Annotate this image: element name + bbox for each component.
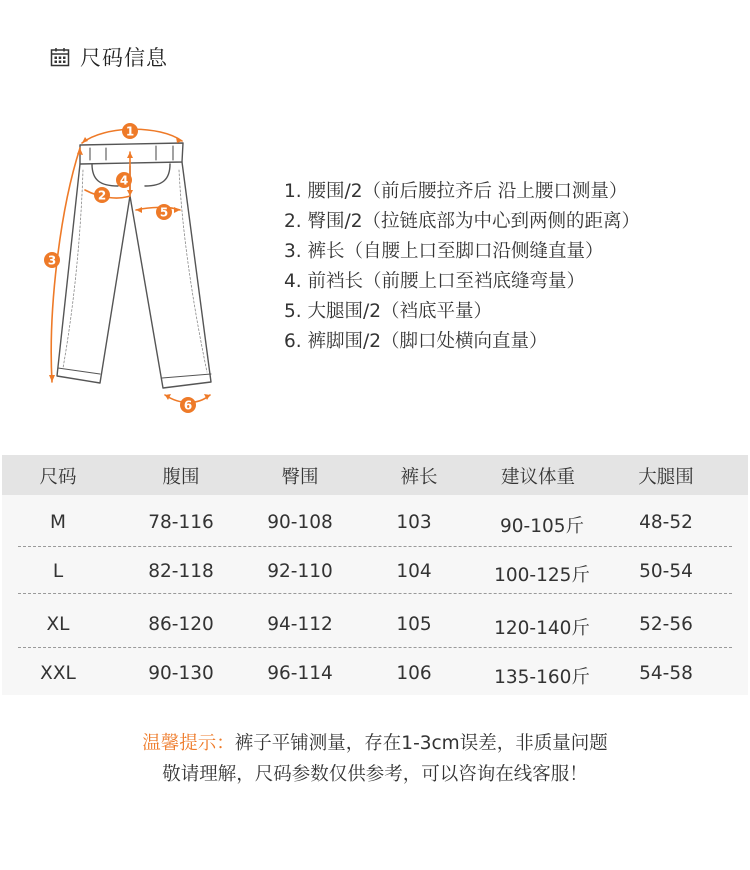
table-row — [2, 498, 748, 548]
cell-size: M — [50, 512, 66, 533]
measurement-notes — [284, 177, 640, 357]
cell-size: XXL — [40, 663, 76, 684]
pants-measurement-diagram — [30, 110, 230, 420]
header-belly: 腹围 — [162, 467, 200, 488]
header-hip: 臀围 — [281, 467, 319, 488]
cell-weight: 135-160斤 — [494, 667, 590, 688]
table-row — [2, 649, 748, 699]
cell-belly: 86-120 — [148, 614, 214, 635]
marker-2-label: 2 — [97, 188, 107, 203]
size-table — [2, 455, 748, 695]
marker-2 — [94, 187, 110, 203]
cell-size: L — [52, 561, 64, 582]
cell-length: 106 — [396, 663, 432, 684]
cell-thigh: 54-58 — [639, 663, 693, 684]
note-hip: 2. 臀围/2（拉链底部为中心到两侧的距离） — [284, 211, 641, 232]
table-row — [2, 547, 748, 597]
cell-length: 105 — [396, 614, 432, 635]
row-divider — [18, 647, 732, 648]
note-hem: 6. 裤脚围/2（脚口处横向直量） — [284, 331, 548, 352]
measure-lines — [51, 129, 210, 402]
cell-weight: 90-105斤 — [499, 516, 585, 537]
cell-belly: 90-130 — [148, 663, 214, 684]
pants-outline — [57, 143, 211, 388]
cell-belly: 78-116 — [148, 512, 214, 533]
cell-thigh: 48-52 — [639, 512, 693, 533]
page-title: 尺码信息 — [80, 46, 168, 70]
tip-text-1: 裤子平铺测量，存在1-3cm误差，非质量问题 — [234, 733, 608, 754]
header-length: 裤长 — [400, 467, 438, 488]
note-thigh: 5. 大腿围/2（裆底平量） — [284, 301, 493, 322]
marker-1-label: 1 — [125, 124, 135, 139]
cell-hip: 92-110 — [267, 561, 333, 582]
cell-thigh: 52-56 — [639, 614, 693, 635]
calendar-icon — [50, 47, 70, 67]
cell-length: 103 — [396, 512, 432, 533]
header-thigh: 大腿围 — [638, 467, 694, 488]
table-header-row — [2, 455, 748, 495]
cell-length: 104 — [396, 561, 432, 582]
marker-6 — [180, 397, 196, 413]
cell-thigh: 50-54 — [639, 561, 693, 582]
row-divider — [18, 593, 732, 594]
cell-hip: 96-114 — [267, 663, 333, 684]
marker-5 — [156, 204, 172, 220]
tip-line-2 — [0, 760, 750, 786]
marker-1 — [122, 123, 138, 139]
tip-text-2: 敬请理解，尺码参数仅供参考，可以咨询在线客服！ — [162, 764, 588, 785]
tip-label: 温馨提示： — [142, 733, 235, 754]
table-row — [2, 600, 748, 650]
note-length: 3. 裤长（自腰上口至脚口沿侧缝直量） — [284, 241, 604, 262]
section-header — [50, 42, 168, 72]
cell-size: XL — [46, 614, 70, 635]
marker-4-label: 4 — [119, 173, 129, 188]
cell-weight: 120-140斤 — [494, 618, 590, 639]
header-size: 尺码 — [39, 467, 77, 488]
cell-hip: 94-112 — [267, 614, 333, 635]
cell-hip: 90-108 — [267, 512, 333, 533]
tip-line-1 — [0, 729, 750, 755]
marker-6-label: 6 — [183, 398, 193, 413]
header-weight: 建议体重 — [500, 467, 576, 488]
marker-3 — [44, 252, 60, 268]
marker-3-label: 3 — [47, 253, 57, 268]
marker-5-label: 5 — [159, 205, 169, 220]
cell-weight: 100-125斤 — [494, 565, 590, 586]
note-waist: 1. 腰围/2（前后腰拉齐后 沿上腰口测量） — [284, 181, 628, 202]
marker-4 — [116, 172, 132, 188]
cell-belly: 82-118 — [148, 561, 214, 582]
note-front-rise: 4. 前裆长（前腰上口至裆底缝弯量） — [284, 271, 586, 292]
